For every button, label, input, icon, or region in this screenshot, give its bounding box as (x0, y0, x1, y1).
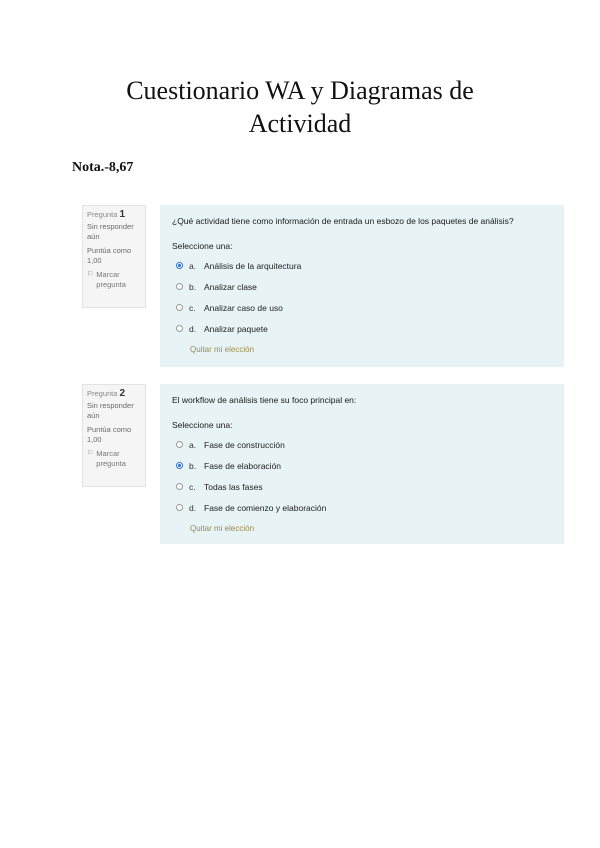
answer-option-c[interactable]: c. Todas las fases (172, 476, 554, 497)
question-state: Sin responder aún (87, 222, 134, 241)
question-text: El workflow de análisis tiene su foco principal en: (172, 395, 357, 405)
answer-option-a[interactable]: a. Fase de construcción (172, 434, 554, 455)
question-info-panel (82, 205, 146, 308)
question-number: Pregunta 1 (87, 209, 126, 220)
title-line-2: Actividad (248, 109, 352, 138)
radio-button[interactable] (176, 325, 183, 332)
flag-label: Marcar pregunta (96, 270, 126, 289)
answer-option-c[interactable]: c. Analizar caso de uso (172, 297, 554, 318)
radio-button[interactable] (176, 441, 183, 448)
question-mark: Puntúa como 1,00 (87, 425, 132, 444)
flag-question-link[interactable] (87, 449, 143, 469)
radio-button[interactable] (176, 483, 183, 490)
question-mark: Puntúa como 1,00 (87, 246, 132, 265)
question-text: ¿Qué actividad tiene como información de entrada un esbozo de los paquetes de análisis? (172, 216, 514, 226)
question-info-panel (82, 384, 146, 487)
answer-option-d[interactable]: d. Fase de comienzo y elaboración (172, 497, 554, 518)
flag-icon: ⚐ (87, 450, 94, 457)
radio-button[interactable] (176, 283, 183, 290)
clear-choice-link[interactable]: Quitar mi elección (190, 524, 255, 533)
answer-option-b[interactable]: b. Fase de elaboración (172, 455, 554, 476)
question-state: Sin responder aún (87, 401, 134, 420)
question-content (160, 384, 564, 544)
answer-prompt: Seleccione una: (172, 241, 233, 251)
answer-option-b[interactable]: b. Analizar clase (172, 276, 554, 297)
flag-label: Marcar pregunta (96, 449, 126, 468)
answer-prompt: Seleccione una: (172, 420, 233, 430)
grade-label: Nota.-8,67 (72, 160, 134, 175)
radio-button[interactable] (176, 462, 183, 469)
question-content (160, 205, 564, 367)
radio-button[interactable] (176, 304, 183, 311)
answer-option-d[interactable]: d. Analizar paquete (172, 318, 554, 339)
title-line-1: Cuestionario WA y Diagramas de (126, 76, 474, 105)
flag-question-link[interactable] (87, 270, 143, 290)
clear-choice-link[interactable]: Quitar mi elección (190, 345, 255, 354)
question-number: Pregunta 2 (87, 388, 126, 399)
radio-button[interactable] (176, 262, 183, 269)
flag-icon: ⚐ (87, 271, 94, 278)
answer-option-a[interactable]: a. Análisis de la arquitectura (172, 255, 554, 276)
document-title (0, 74, 600, 140)
radio-button[interactable] (176, 504, 183, 511)
